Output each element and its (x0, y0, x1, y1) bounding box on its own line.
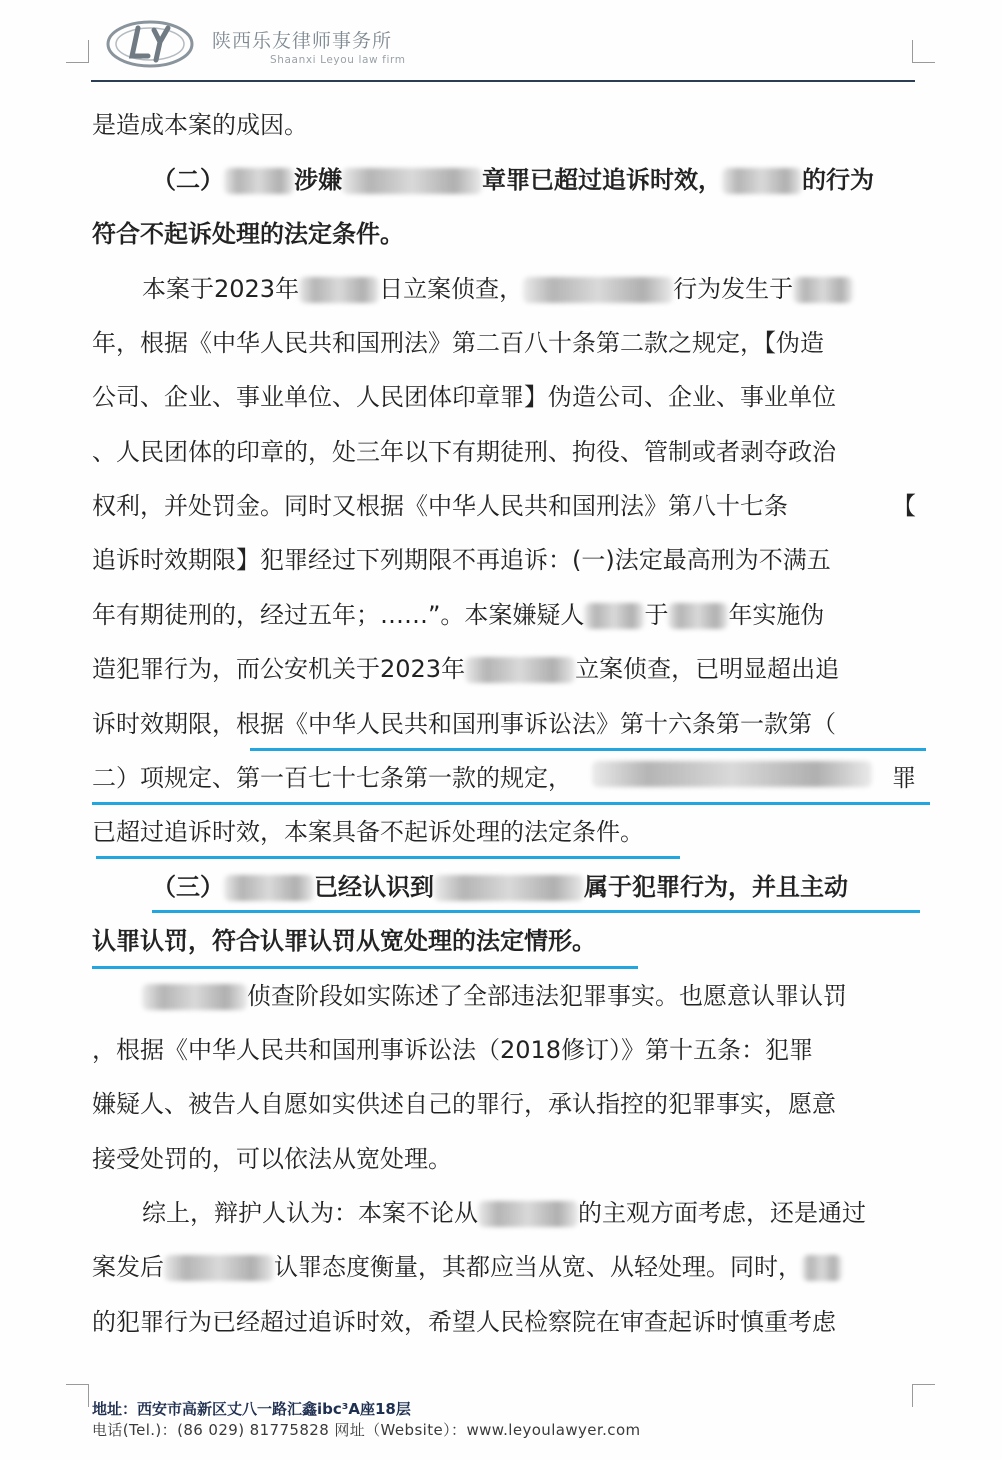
firm-name: 陕西乐友律师事务所 (212, 30, 393, 52)
text-segment: 二）项规定、第一百七十七条第一款的规定， (92, 764, 572, 792)
text-segment: 案发后 (92, 1253, 164, 1281)
text-line (92, 326, 916, 360)
redaction-blur (164, 1255, 274, 1281)
redaction-blur (224, 875, 314, 901)
redaction-blur (802, 1255, 842, 1281)
text-segment: 立案侦查，已明显超出追 (575, 655, 840, 683)
text-line (92, 815, 916, 849)
firm-logo (104, 16, 196, 72)
text-line (92, 1305, 916, 1339)
section-heading-two (92, 163, 916, 197)
text-segment: 公司、企业、事业单位、人民团体印章罪】伪造公司、企业、事业单位 (92, 383, 836, 411)
text-line (92, 979, 916, 1013)
text-line (92, 1142, 916, 1176)
text-segment: 造犯罪行为，而公安机关于2023年 (92, 655, 466, 683)
text-segment: 的犯罪行为已经超过追诉时效，希望人民检察院在审查起诉时慎重考虑 (92, 1308, 836, 1336)
redaction-blur (793, 277, 853, 303)
text-line (92, 272, 916, 306)
text-segment: 权利，并处罚金。同时又根据《中华人民共和国刑法》第八十七条 (92, 492, 788, 520)
text-segment: （二） (152, 166, 224, 194)
redaction-blur (299, 277, 379, 303)
text-segment: 已经认识到 (314, 873, 434, 901)
text-line (92, 652, 916, 686)
firm-name-english: Shaanxi Leyou law firm (270, 54, 406, 66)
text-line (92, 707, 916, 741)
text-segment: 接受处罚的，可以依法从宽处理。 (92, 1145, 452, 1173)
text-line (92, 1087, 916, 1121)
text-segment: 诉时效期限，根据《中华人民共和国刑事诉讼法》第十六条第一款第（ (92, 710, 836, 738)
redaction-blur (465, 657, 575, 683)
section-heading-three (92, 870, 916, 904)
redaction-blur (142, 984, 247, 1010)
highlight-underline (152, 910, 920, 913)
text-segment: 年实施伪 (728, 601, 825, 629)
text-line (92, 435, 916, 469)
highlight-underline (250, 748, 926, 751)
redaction-blur (668, 603, 728, 629)
text-segment: 年，根据《中华人民共和国刑法》第二百八十条第二款之规定，【伪造 (92, 329, 824, 357)
redaction-blur (342, 168, 482, 194)
text-line (92, 1196, 916, 1230)
redaction-blur (722, 168, 802, 194)
text-segment: 、人民团体的印章的，处三年以下有期徒刑、拘役、管制或者剥夺政治 (92, 438, 836, 466)
redaction-blur (523, 277, 673, 303)
text-segment: 嫌疑人、被告人自愿如实供述自己的罪行，承认指控的犯罪事实，愿意 (92, 1090, 836, 1118)
text-line (92, 1033, 916, 1067)
text-segment: 章罪已超过追诉时效， (482, 166, 722, 194)
crop-mark-top-left (66, 40, 89, 63)
text-segment: 侦查阶段如实陈述了全部违法犯罪事实。也愿意认罪认罚 (247, 982, 847, 1010)
text-segment: 认罪认罚，符合认罪认罚从宽处理的法定情形。 (92, 927, 596, 955)
redaction-blur (478, 1201, 578, 1227)
text-line (92, 489, 916, 523)
redaction-blur (584, 603, 644, 629)
text-line (92, 380, 916, 414)
text-segment: 综上，辩护人认为：本案不论从 (142, 1199, 478, 1227)
redaction-blur (592, 761, 872, 787)
text-segment: 符合不起诉处理的法定条件。 (92, 220, 404, 248)
text-line (92, 598, 916, 632)
redaction-blur (434, 875, 584, 901)
text-segment: 本案于2023年 (142, 275, 300, 303)
text-line (92, 108, 916, 142)
text-segment: 是造成本案的成因。 (92, 111, 308, 139)
text-segment: 日立案侦查， (379, 275, 524, 303)
text-line (92, 761, 916, 795)
highlight-underline (92, 966, 638, 969)
text-segment: 认罪态度衡量，其都应当从宽、从轻处理。同时， (274, 1253, 802, 1281)
text-segment: 追诉时效期限】犯罪经过下列期限不再追诉：(一)法定最高刑为不满五 (92, 546, 831, 574)
text-segment: 于 (644, 601, 669, 629)
text-segment: 年有期徒刑的，经过五年；……”。本案嫌疑人 (92, 601, 585, 629)
letterhead (96, 14, 916, 84)
text-segment: 已超过追诉时效，本案具备不起诉处理的法定条件。 (92, 818, 644, 846)
footer-address: 地址：西安市高新区丈八一路汇鑫ibc³A座18层 (92, 1400, 411, 1418)
text-line (92, 924, 916, 958)
text-segment: 罪 (892, 764, 916, 792)
text-segment: 属于犯罪行为，并且主动 (584, 873, 848, 901)
text-segment: 【 (892, 492, 916, 520)
text-line (92, 1250, 916, 1284)
header-divider (91, 80, 915, 82)
text-segment: 的主观方面考虑，还是通过 (578, 1199, 866, 1227)
text-segment: （三） (152, 873, 224, 901)
text-segment: 的行为 (802, 166, 874, 194)
highlight-underline (96, 856, 680, 859)
highlight-underline (92, 802, 930, 805)
text-line (92, 217, 916, 251)
text-segment: 行为发生于 (673, 275, 794, 303)
crop-mark-bottom-left (66, 1384, 89, 1407)
footer-contact: 电话(Tel.)：(86 029) 81775828 网址（Website）：www.leyoulawyer.com (92, 1421, 641, 1439)
text-line (92, 543, 916, 577)
crop-mark-bottom-right (912, 1384, 935, 1407)
redaction-blur (224, 168, 294, 194)
text-segment: ，根据《中华人民共和国刑事诉讼法（2018修订）》第十五条：犯罪 (92, 1036, 814, 1064)
text-segment: 涉嫌 (294, 166, 342, 194)
